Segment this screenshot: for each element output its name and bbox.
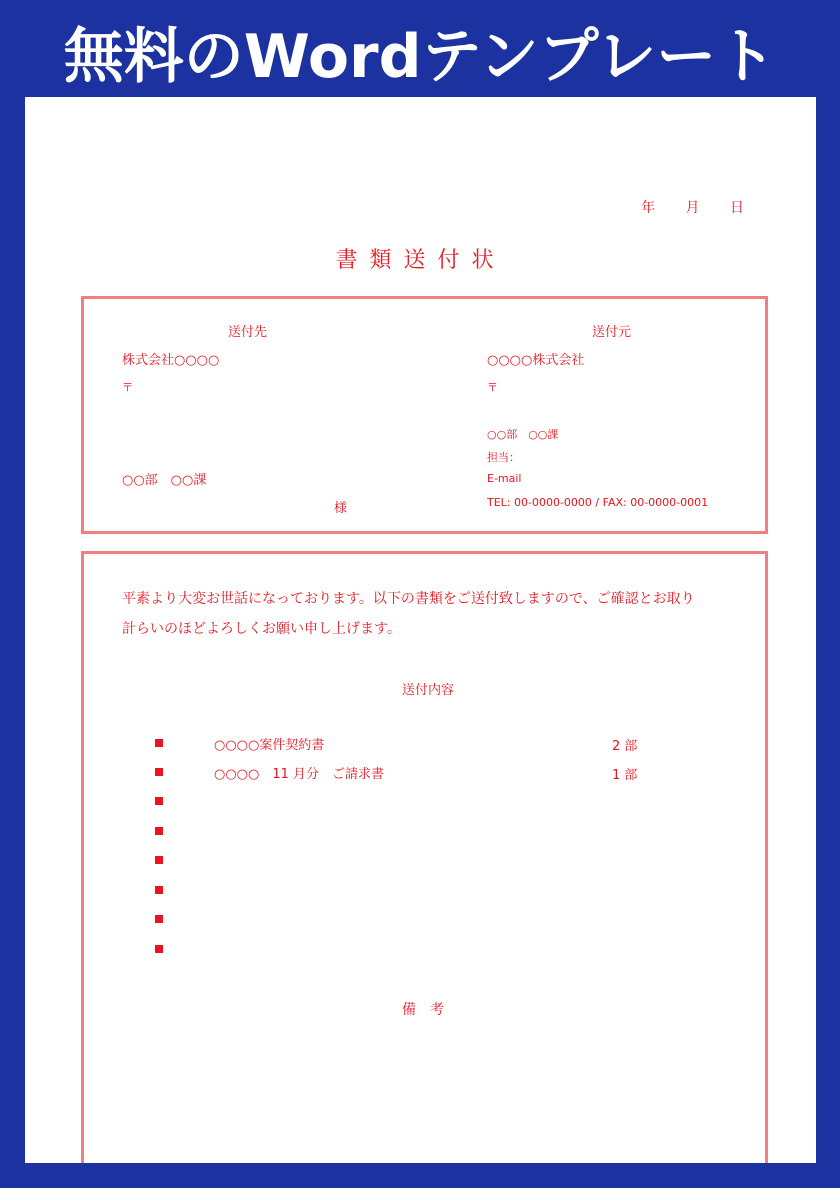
- sender-contact: 担当：: [487, 451, 520, 464]
- recipient-department: ○○部 ○○課: [122, 473, 207, 488]
- sender-phone-fax: TEL: 00-0000-0000 / FAX: 00-0000-0001: [487, 496, 709, 509]
- item-quantity: 2 部: [612, 739, 638, 754]
- bullet-icon: [155, 827, 163, 835]
- sender-company: ○○○○株式会社: [487, 353, 585, 368]
- bullet-icon: [155, 856, 163, 864]
- remarks-heading: 備 考: [402, 1002, 444, 1018]
- bullet-icon: [155, 886, 163, 894]
- sender-heading: 送付元: [592, 325, 632, 340]
- bullet-icon: [155, 739, 163, 747]
- recipient-heading: 送付先: [228, 325, 268, 340]
- bullet-icon: [155, 915, 163, 923]
- item-quantity: 1 部: [612, 768, 638, 783]
- document-title: 書類送付状: [335, 248, 506, 273]
- document-page: [25, 97, 816, 1163]
- date-line: [615, 197, 744, 217]
- banner-title: 無料のWordテンプレート: [63, 22, 777, 92]
- contents-box: [81, 551, 768, 1163]
- address-box: [81, 296, 768, 534]
- contents-heading: 送付内容: [402, 683, 455, 698]
- bullet-icon: [155, 797, 163, 805]
- sender-department: ○○部 ○○課: [487, 428, 559, 441]
- item-name: ○○○○案件契約書: [214, 738, 325, 753]
- sender-email: E-mail: [487, 472, 522, 485]
- recipient-company: 株式会社○○○○: [122, 353, 220, 368]
- date-day: 日: [730, 200, 744, 216]
- bullet-icon: [155, 945, 163, 953]
- recipient-postal: 〒: [122, 381, 133, 394]
- bullet-icon: [155, 768, 163, 776]
- item-name: ○○○○ 11 月分 ご請求書: [214, 767, 385, 782]
- date-month: 月: [685, 200, 700, 216]
- recipient-honorific: 様: [334, 501, 348, 516]
- body-line-2: 計らいのほどよろしくお願い申し上げます。: [122, 621, 401, 637]
- date-year: 年: [641, 200, 656, 216]
- body-line-1: 平素より大変お世話になっております。以下の書類をご送付致しますので、ご確認とお取り: [122, 591, 695, 607]
- sender-postal: 〒: [487, 381, 498, 394]
